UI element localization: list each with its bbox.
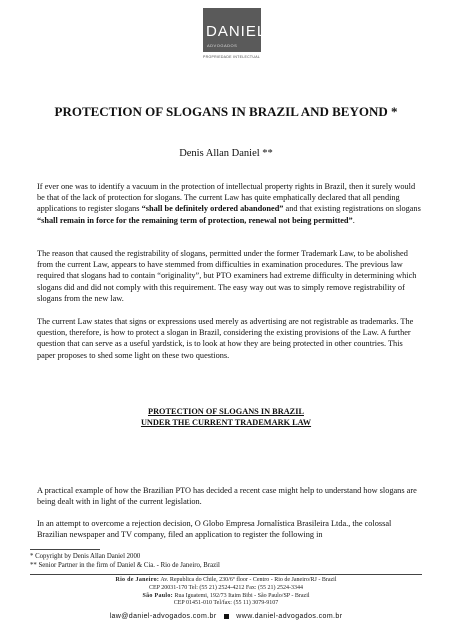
footer-rule [30,574,422,575]
paragraph-5: In an attempt to overcome a rejection decision, O Globo Empresa Jornalística Brasileira Ltda., the colossal Brazilian newspaper and TV company, filed an application to register the following in [37,519,392,540]
footnote-rule [30,549,100,550]
section-heading-line-2: UNDER THE CURRENT TRADEMARK LAW [140,418,312,427]
footer-sp-address: Rua Iguatemi, 192/73 Itaim Bibi - São Paulo/SP - Brazil [174,592,310,599]
footnote-2: ** Senior Partner in the firm of Daniel & Cia. - Rio de Janeiro, Brazil [30,562,220,569]
paragraph-3: The current Law states that signs or expressions used merely as advertising are not registrable as trademarks. The question, therefore, is how to protect a slogan in Brazil, considering the existing provisions of the Law. A further question that can serve as a useful yardstick, is to look at how they are being protected in other countries. This paper proposes to shed some light on these two questions. [37,317,414,360]
square-bullet-icon [224,614,229,619]
logo-name: DANIEL [206,23,267,40]
section-heading-line-1: PROTECTION OF SLOGANS IN BRAZIL [148,407,304,416]
paragraph-4: A practical example of how the Brazilian PTO has decided a recent case might help to understand how slogans are being dealt with in light of the current legislation. [37,486,417,507]
logo-stripe [266,8,267,52]
firm-logo [203,8,267,59]
p1-text: If ever one was to identify a vacuum in the protection of intellectual property rights in Brazil, then it surely would be that of the lack of protection for slogans. The current Law has quite emphatically declared that all pending applications to register slogans [37,182,416,214]
logo-sub: ADVOGADOS [207,43,238,48]
paragraph-1 [37,181,422,226]
footer-rio-cep: CEP 20031-170 Tel: (55 21) 2524-4212 Fax: (55 21) 2524-3344 [148,584,304,591]
p1-bold-1: “shall be definitely ordered abandoned” [141,204,284,214]
footer-rio [0,577,452,585]
paragraph-2: The reason that caused the registrability of slogans, permitted under the former Trademark Law, to be abolished from the current Law, appears to have stemmed from difficulties in examination procedures. The previous law required that slogans had to contain “originality”, but PTO examiners had extreme difficulty in determining which slogans did and did not comply with this requirement. The easy way out was to simply remove registrability of slogans from the new law. [37,249,417,303]
contact-email[interactable]: law@daniel-advogados.com.br [109,613,217,620]
footer-sp-label: São Paulo: [142,592,173,599]
p1-end: . [352,215,355,225]
footer-rio-address: Av. Republica do Chile, 230/6º floor - Centro - Rio de Janeiro/RJ - Brazil [160,577,337,583]
contact-website[interactable]: www.daniel-advogados.com.br [236,613,343,620]
footer-sp-cep: CEP 01451-010 Tel/fax: (55 11) 3079-9107 [173,600,279,607]
logo-tagline: PROPRIEDADE INTELECTUAL [203,55,261,59]
p1-mid: and that existing registrations on slogans [283,204,421,214]
document-title: PROTECTION OF SLOGANS IN BRAZIL AND BEYOND * [54,104,398,119]
author-line: Denis Allan Daniel ** [179,148,273,159]
footer-address [0,577,452,608]
section-heading [0,406,452,428]
footer-rio-label: Rio de Janeiro: [115,577,160,583]
p1-bold-2: “shall remain in force for the remaining term of protection, renewal not being permitted” [37,215,353,225]
contact-line [0,613,452,620]
footnote-1: * Copyright by Denis Allan Daniel 2000 [30,553,141,560]
